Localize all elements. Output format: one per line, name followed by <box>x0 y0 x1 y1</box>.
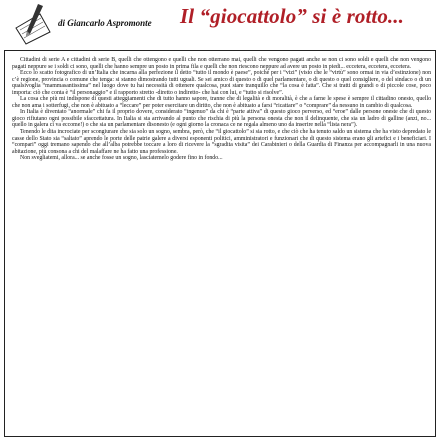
paragraph-1: Cittadini di serie A e cittadini di serie B, quelli che ottengono e quelli che non otterrano mai, quelli che vengono pagati anche se non ci sono soldi e quelli che non vengono pagati neppure se i soldi ci sono, quelli che hanno sempre un posto in prima fila e quelli che non riescono neppure ad avere un posto in piedi... eccetera, eccetera, eccetera. <box>12 57 431 70</box>
byline: di Giancarlo Aspromonte <box>58 18 152 28</box>
paragraph-5: Tenendo le dita incrociate per scongiurare che sia solo un sogno, sembra, però, che “il giocattolo” si sia rotto, e che ciò che ha tenuto saldo un sistema che ha visto depredato le casse dello Stato sia “saltato” aprendo le porte delle patrie galere a diversi esponenti politici, amministratori e funzionari che di questo sistema erano gli artefici e i beneficiari. I “compari” oggi tremano sapendo che all’alba potrebbe toccare a loro di ricevere la “sgradita visita” dei Carabinieri o della Guardia di Finanza per accompagnarli in una nuova abitazione, più consona a chi del malaffare ne ha fatto una professione. <box>12 129 431 155</box>
pen-and-paper-icon <box>10 2 58 46</box>
article-body <box>12 57 431 162</box>
page-title: Il “giocattolo” si è rotto... <box>180 4 404 28</box>
paragraph-2: Ecco lo scatto fotografico di un’Italia che incarna alla perfezione il detto “tutto il mondo è paese”, poiché per i “vizi” (visto che le “virtù” sono ormai in via d’estinzione) non c’è regione, provincia o comune che tenga: si stanno dimostrando tutti uguali. Se sei amico di questo o di quel parlamentare, o di questo o quel consigliere, o del sindaco o di un qualsivoglia “mammasantissima” nel luogo dove tu hai necessità di ottenere qualcosa, puoi stare tranquillo che “la cosa è fatta”. Che si tratti di grandi o di piccole cose, poco importa: ciò che conta è “il personaggio” e il rapporto stretto -diretto o indiretto- che hai con lui, e “tutto si risolve”. <box>12 70 431 96</box>
paragraph-6: Non svegliatemi, allora... se anche fosse un sogno, lasciatemelo godere fino in fondo... <box>20 155 223 162</box>
paragraph-3: La cosa che più mi indispone di questi atteggiamenti che di tutto hanno sapore, tranne che di legalità e di moralità, è che a farne le spese è sempre il cittadino onesto, quello che non ama i sotterfugi, che non è abituato a “leccare” per poter esercitare un diritto, che non è abituato a farsi “ricattare” o “comprare” da nessuno in cambio di qualcosa. <box>12 96 431 109</box>
paragraph-4: In Italia è diventato “anormale” chi fa il proprio dovere, considerato “ingenuo” da chi è “parte attiva” di questo gioco perverso, ed “eroe” dalle persone oneste che di questo gioco rifiutano ogni possibile sfaccettatura. In Italia si sta arrivando al punto che rischia di più la persona onesta che non il delinquente, che sia un ladro di galline (anzi, no... quello in galera ci va eccome!) o che sia un parlamentare disonesto (e ogni giorno la cronaca ce ne regala almeno uno da inserire nella “lista nera”). <box>12 109 431 129</box>
